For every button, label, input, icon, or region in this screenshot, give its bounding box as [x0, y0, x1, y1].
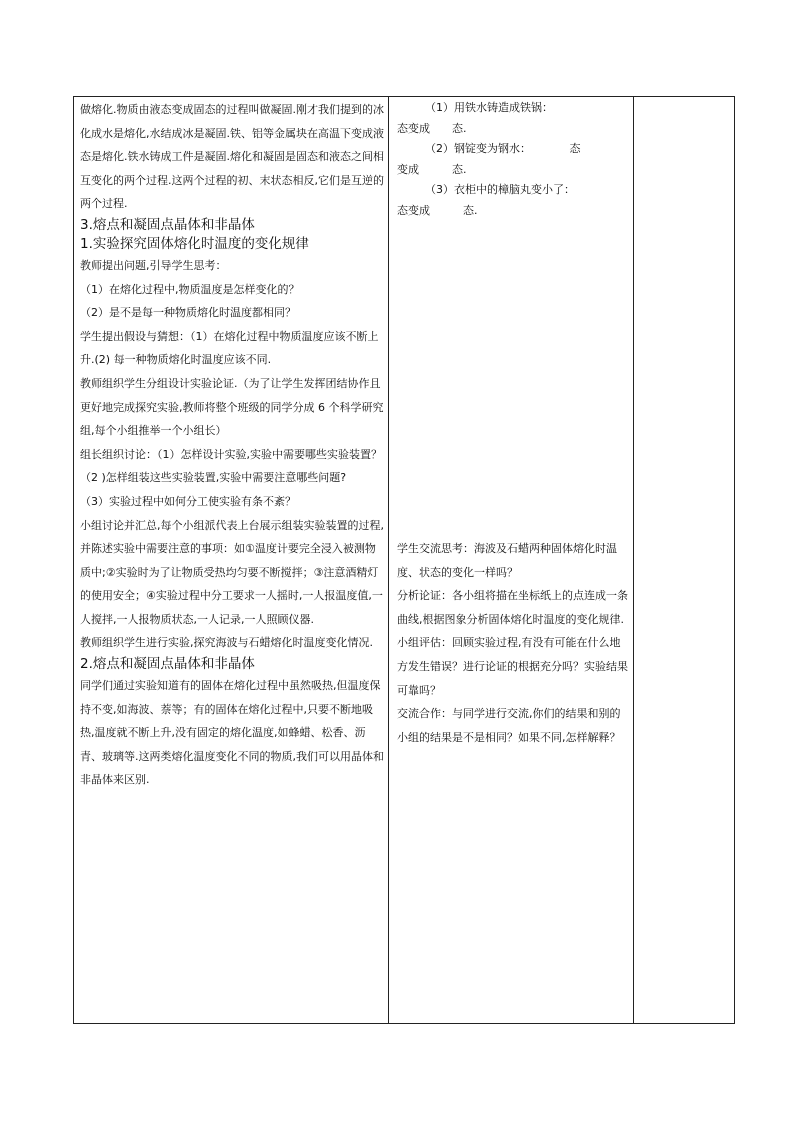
teaching-process-text: [74, 97, 388, 792]
paragraph: 学生提出假设与猜想：（1）在熔化过程中物质温度应该不断上升.(2) 每一种物质熔化时温度应该不同.: [80, 329, 379, 367]
exercise-question: （2）钢锭变为钢水： 态: [425, 142, 581, 155]
paragraph: 分析论证：各小组将描在坐标纸上的点连成一条曲线,根据图象分析固体熔化时温度的变化规律.: [397, 589, 628, 626]
section-heading: 2.熔点和凝固点晶体和非晶体: [80, 656, 255, 673]
exercise-blank: 变成 态.: [397, 162, 467, 176]
paragraph: （2）是不是每一种物质熔化时温度都相同？: [80, 306, 296, 320]
paragraph: 小组讨论并汇总,每个小组派代表上台展示组装实验装置的过程,并陈述实验中需要注意的事项：如①温度计要完全浸入被测物质中;②实验时为了让物质受热均匀要不断搅拌；③注意酒精灯的使用安全；④实验过程中分工要求一人摇时,一人报温度值,一人搅拌,一人报物质状态,一人记录,一人照顾仪器.: [80, 518, 384, 626]
notes-cell: [634, 97, 735, 1024]
section-heading: 3.熔点和凝固点晶体和非晶体: [80, 216, 255, 233]
exercise-question: （1）用铁水铸造成铁锅：: [425, 101, 553, 114]
paragraph: （2 )怎样组装这些实验装置,实验中需要注意哪些问题?: [80, 471, 347, 485]
paragraph: 教师组织学生进行实验,探究海波与石蜡熔化时温度变化情况.: [80, 636, 373, 650]
paragraph: （1）在熔化过程中,物质温度是怎样变化的？: [80, 282, 300, 296]
paragraph: 做熔化.物质由液态变成固态的过程叫做凝固.刚才我们提到的冰化成水是熔化,水结成冰是凝固.铁、铝等金属块在高温下变成液态是熔化.铁水铸成工件是凝固.熔化和凝固是固态和液态之间相互变化的两个过程.这两个过程的初、末状态相反,它们是互逆的两个过程.: [80, 103, 384, 211]
teaching-process-cell: [74, 97, 389, 1024]
exercise-blank: 态变成 态.: [397, 121, 467, 135]
paragraph: 学生交流思考：海波及石蜡两种固体熔化时温度、状态的变化一样吗？: [397, 542, 617, 579]
exercise-list: [397, 98, 629, 221]
activity-notes: [397, 537, 629, 749]
exercise-question: （3）衣柜中的樟脑丸变小了：: [425, 183, 575, 196]
paragraph: （3）实验过程中如何分工使实验有条不紊？: [80, 494, 296, 508]
student-activity-cell: [389, 97, 634, 1024]
section-heading: 1.实验探究固体熔化时温度的变化规律: [80, 235, 309, 252]
lesson-table: [73, 96, 735, 1024]
table-row: [74, 97, 735, 1024]
paragraph: 组长组织讨论：（1）怎样设计实验,实验中需要哪些实验装置？: [80, 447, 382, 461]
exercise-blank: 态变成 态.: [397, 203, 478, 217]
paragraph: 交流合作：与同学进行交流,你们的结果和别的小组的结果是不是相同？如果不同,怎样解释？: [397, 707, 621, 744]
paragraph: 教师提出问题,引导学生思考：: [80, 258, 227, 272]
paragraph: 小组评估：回顾实验过程,有没有可能在什么地方发生错误？进行论证的根据充分吗？实验结果可靠吗？: [397, 636, 628, 697]
student-activity-text: [389, 97, 633, 749]
paragraph: 教师组织学生分组设计实验论证.（为了让学生发挥团结协作且更好地完成探究实验,教师将整个班级的同学分成 6 个科学研究组,每个小组推举一个小组长）: [80, 376, 384, 438]
paragraph: 同学们通过实验知道有的固体在熔化过程中虽然吸热,但温度保持不变,如海波、萘等；有的固体在熔化过程中,只要不断地吸热,温度就不断上升,没有固定的熔化温度,如蜂蜡、松香、沥青、玻璃等.这两类熔化温度变化不同的物质,我们可以用晶体和非晶体来区别.: [80, 679, 384, 787]
